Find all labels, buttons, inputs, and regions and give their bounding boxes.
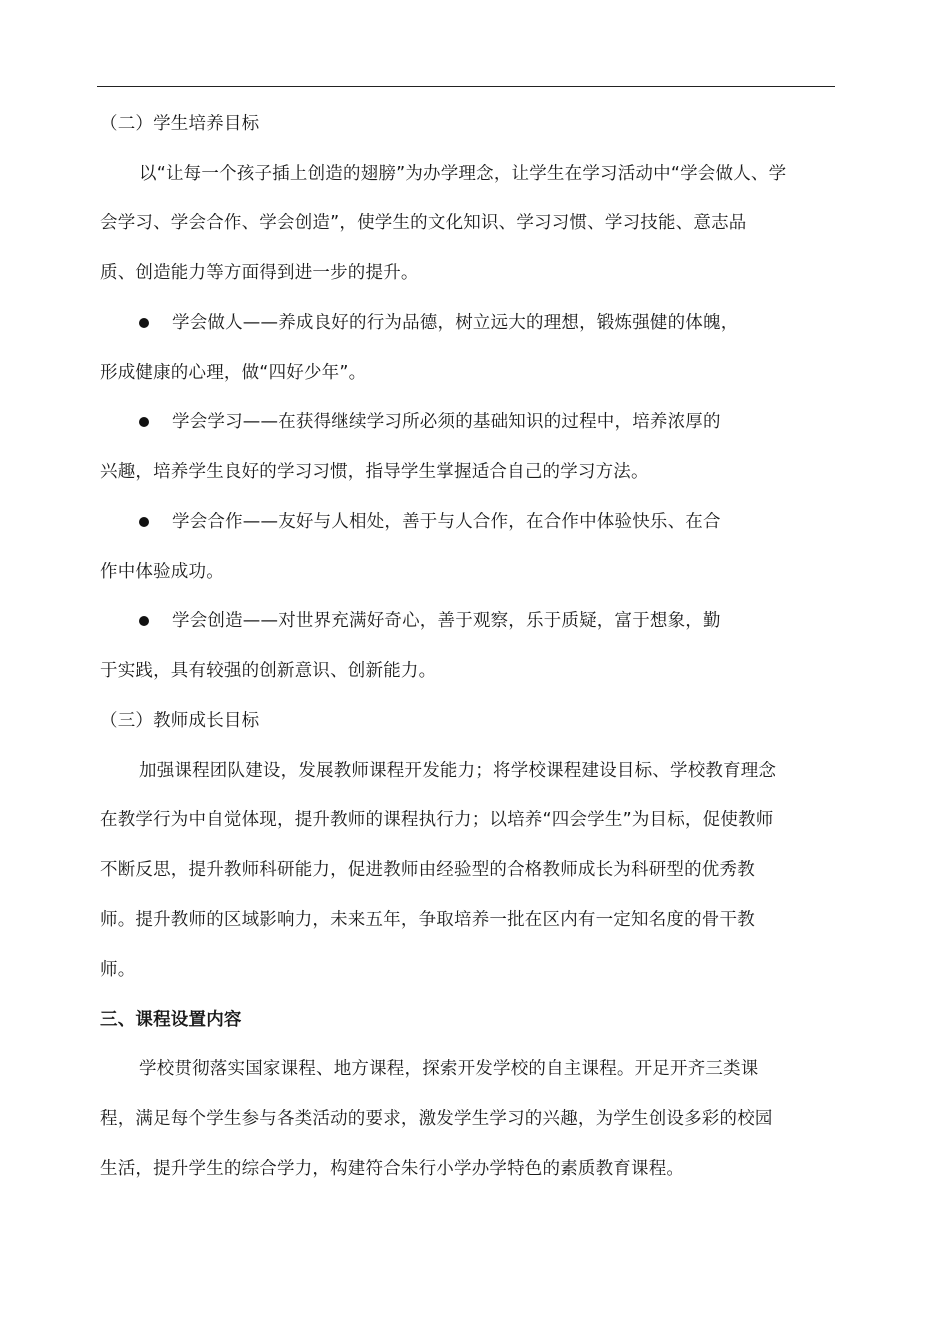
bullet-item-continuation: 兴趣，培养学生良好的学习习惯，指导学生掌握适合自己的学习方法。	[100, 462, 649, 482]
bullet-item-line: 学会创造——对世界充满好奇心，善于观察，乐于质疑，富于想象，勤	[172, 611, 721, 631]
bullet-item-line: 学会合作——友好与人相处，善于与人合作，在合作中体验快乐、在合	[172, 512, 721, 532]
paragraph-line: 加强课程团队建设，发展教师课程开发能力；将学校课程建设目标、学校教育理念	[139, 761, 777, 781]
paragraph-line: 会学习、学会合作、学会创造”，使学生的文化知识、学习习惯、学习技能、意志品	[100, 213, 747, 233]
paragraph-line: 质、创造能力等方面得到进一步的提升。	[100, 263, 419, 283]
paragraph-line: 师。	[100, 960, 136, 980]
section-heading-teacher-goals: （三）教师成长目标	[100, 711, 260, 731]
chapter-heading-curriculum: 三、课程设置内容	[100, 1010, 242, 1030]
bullet-item-continuation: 形成健康的心理，做“四好少年”。	[100, 363, 367, 383]
paragraph-line: 以“让每一个孩子插上创造的翅膀”为办学理念，让学生在学习活动中“学会做人、学	[139, 164, 787, 184]
bullet-icon	[139, 318, 149, 328]
bullet-item-continuation: 作中体验成功。	[100, 562, 224, 582]
bullet-item-continuation: 于实践，具有较强的创新意识、创新能力。	[100, 661, 437, 681]
bullet-item-line: 学会做人——养成良好的行为品德，树立远大的理想，锻炼强健的体魄，	[172, 313, 739, 333]
paragraph-line: 学校贯彻落实国家课程、地方课程，探索开发学校的自主课程。开足开齐三类课	[139, 1059, 759, 1079]
paragraph-line: 师。提升教师的区域影响力，未来五年，争取培养一批在区内有一定知名度的骨干教	[100, 910, 755, 930]
header-rule	[97, 86, 835, 87]
section-heading-student-goals: （二）学生培养目标	[100, 114, 260, 134]
bullet-icon	[139, 517, 149, 527]
paragraph-line: 生活，提升学生的综合学力，构建符合朱行小学办学特色的素质教育课程。	[100, 1159, 685, 1179]
bullet-item-line: 学会学习——在获得继续学习所必须的基础知识的过程中，培养浓厚的	[172, 412, 721, 432]
paragraph-line: 不断反思，提升教师科研能力，促进教师由经验型的合格教师成长为科研型的优秀教	[100, 860, 755, 880]
bullet-icon	[139, 417, 149, 427]
paragraph-line: 程，满足每个学生参与各类活动的要求，激发学生学习的兴趣，为学生创设多彩的校园	[100, 1109, 773, 1129]
bullet-icon	[139, 616, 149, 626]
paragraph-line: 在教学行为中自觉体现，提升教师的课程执行力；以培养“四会学生”为目标，促使教师	[100, 810, 774, 830]
